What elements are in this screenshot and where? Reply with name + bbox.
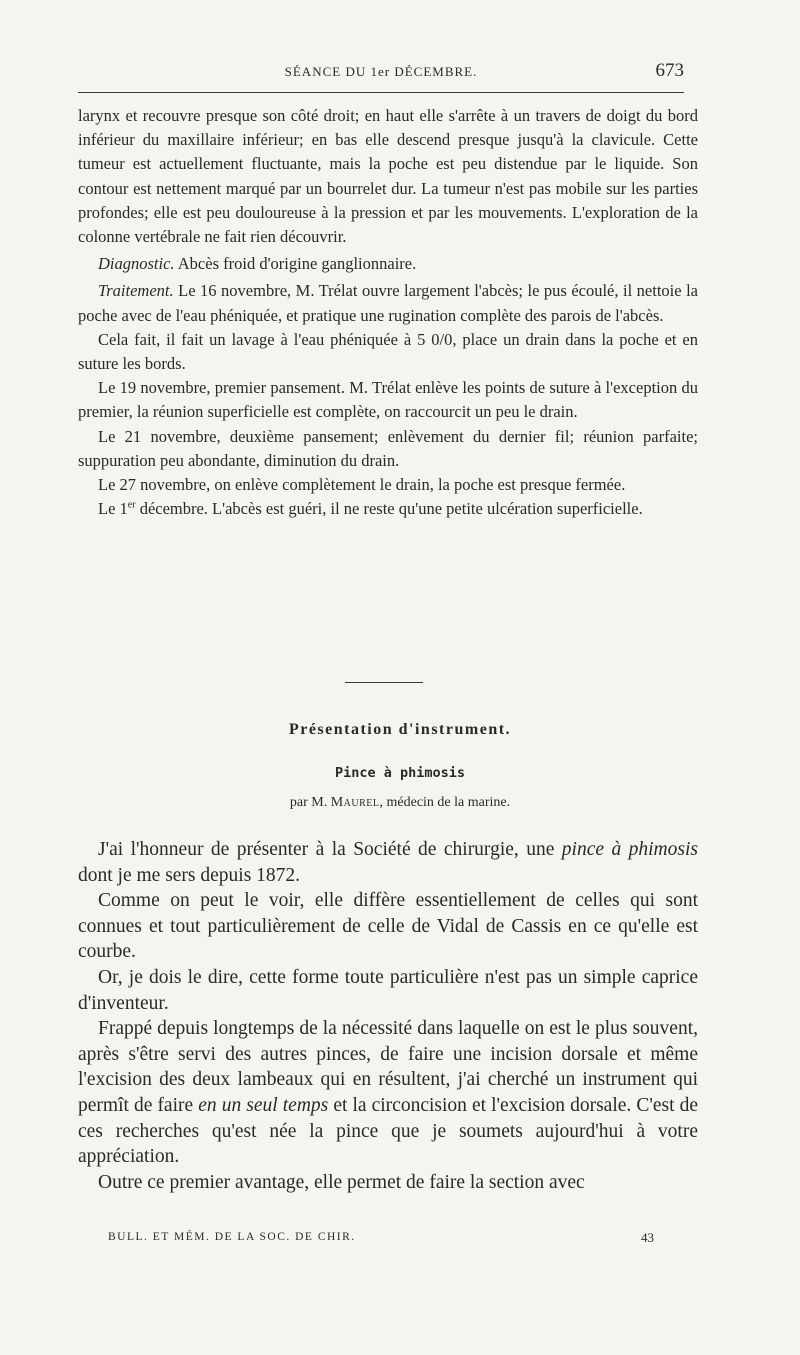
section-divider xyxy=(345,682,423,683)
paragraph-form: Or, je dois le dire, cette forme toute particulière n'est pas un simple caprice d'inventeur. xyxy=(78,966,698,1014)
paragraph-27-novembre: Le 27 novembre, on enlève complètement le drain, la poche est presque fermée. xyxy=(98,475,626,495)
paragraph-lavage: Cela fait, il fait un lavage à l'eau phéniquée à 5 0/0, place un drain dans la poche et en suture les bords. xyxy=(78,329,698,374)
paragraph-advantage: Outre ce premier avantage, elle permet de faire la section avec xyxy=(98,1171,585,1193)
case-report-text xyxy=(78,104,698,521)
paragraph-intro: J'ai l'honneur de présenter à la Société de chirurgie, une pince à phimosis dont je me sers depuis 1872. xyxy=(78,839,698,886)
paragraph-1er-decembre: Le 1er décembre. L'abcès est guéri, il ne reste qu'une petite ulcération superficielle. xyxy=(98,499,643,519)
running-header xyxy=(78,60,684,86)
header-rule xyxy=(78,92,684,93)
author-name: Maurel xyxy=(330,795,380,810)
paragraph-traitement: Traitement. Le 16 novembre, M. Trélat ouvre largement l'abcès; le pus écoulé, il nettoie la poche avec de l'eau phéniquée, et pratique une rugination complète des parois de l'abcès. xyxy=(78,281,698,325)
paragraph-comparison: Comme on peut le voir, elle diffère essentiellement de celles qui sont connues et tout particulièrement de celle de Vidal de Cassis en ce qu'elle est courbe. xyxy=(78,890,698,963)
signature-mark: 43 xyxy=(641,1230,654,1245)
section-title: Présentation d'instrument. xyxy=(288,721,512,738)
author-line: par M. Maurel, médecin de la marine. xyxy=(289,795,511,810)
paragraph-diagnostic: Diagnostic. Abcès froid d'origine ganglionnaire. xyxy=(98,254,417,274)
traitement-label: Traitement. xyxy=(98,281,174,301)
paragraph-motivation: Frappé depuis longtemps de la nécessité dans laquelle on est le plus souvent, après s'être servi des autres pinces, de faire une incision dorsale et même l'excision des deux lambeaux qui en résultent, j'ai cherché un instrument qui permît de faire en un seul temps et la circoncision et l'excision dorsale. C'est de ces recherches qu'est née la pince que je soumets aujourd'hui à votre appréciation. xyxy=(78,1018,698,1168)
paragraph-19-novembre: Le 19 novembre, premier pansement. M. Trélat enlève les points de suture à l'exception du premier, la réunion superficielle est complète, on raccourcit un peu le drain. xyxy=(78,378,698,422)
page-footer xyxy=(108,1231,654,1243)
paragraph-21-novembre: Le 21 novembre, deuxième pansement; enlèvement du dernier fil; réunion parfaite; suppuration peu abondante, diminution du drain. xyxy=(78,426,698,470)
article-subtitle: Pince à phimosis xyxy=(334,765,466,781)
running-title: SÉANCE DU 1er DÉCEMBRE. xyxy=(284,64,478,79)
article-text xyxy=(78,837,698,1195)
page-number: 673 xyxy=(655,60,684,81)
journal-name: BULL. ET MÉM. DE LA SOC. DE CHIR. xyxy=(108,1231,356,1243)
paragraph-case-description: larynx et recouvre presque son côté droit; en haut elle s'arrête à un travers de doigt du bord inférieur du maxillaire inférieur; en bas elle descend presque jusqu'à la clavicule. Cette tumeur est actuellement fluctuante, mais la poche est peu distendue par le liquide. Son contour est nettement marqué par un bourrelet dur. La tumeur n'est pas mobile sur les parties profondes; elle est peu douloureuse à la pression et par les mouvements. L'exploration de la colonne vertébrale ne fait rien découvrir. xyxy=(78,106,698,247)
diagnostic-label: Diagnostic. xyxy=(98,254,175,274)
